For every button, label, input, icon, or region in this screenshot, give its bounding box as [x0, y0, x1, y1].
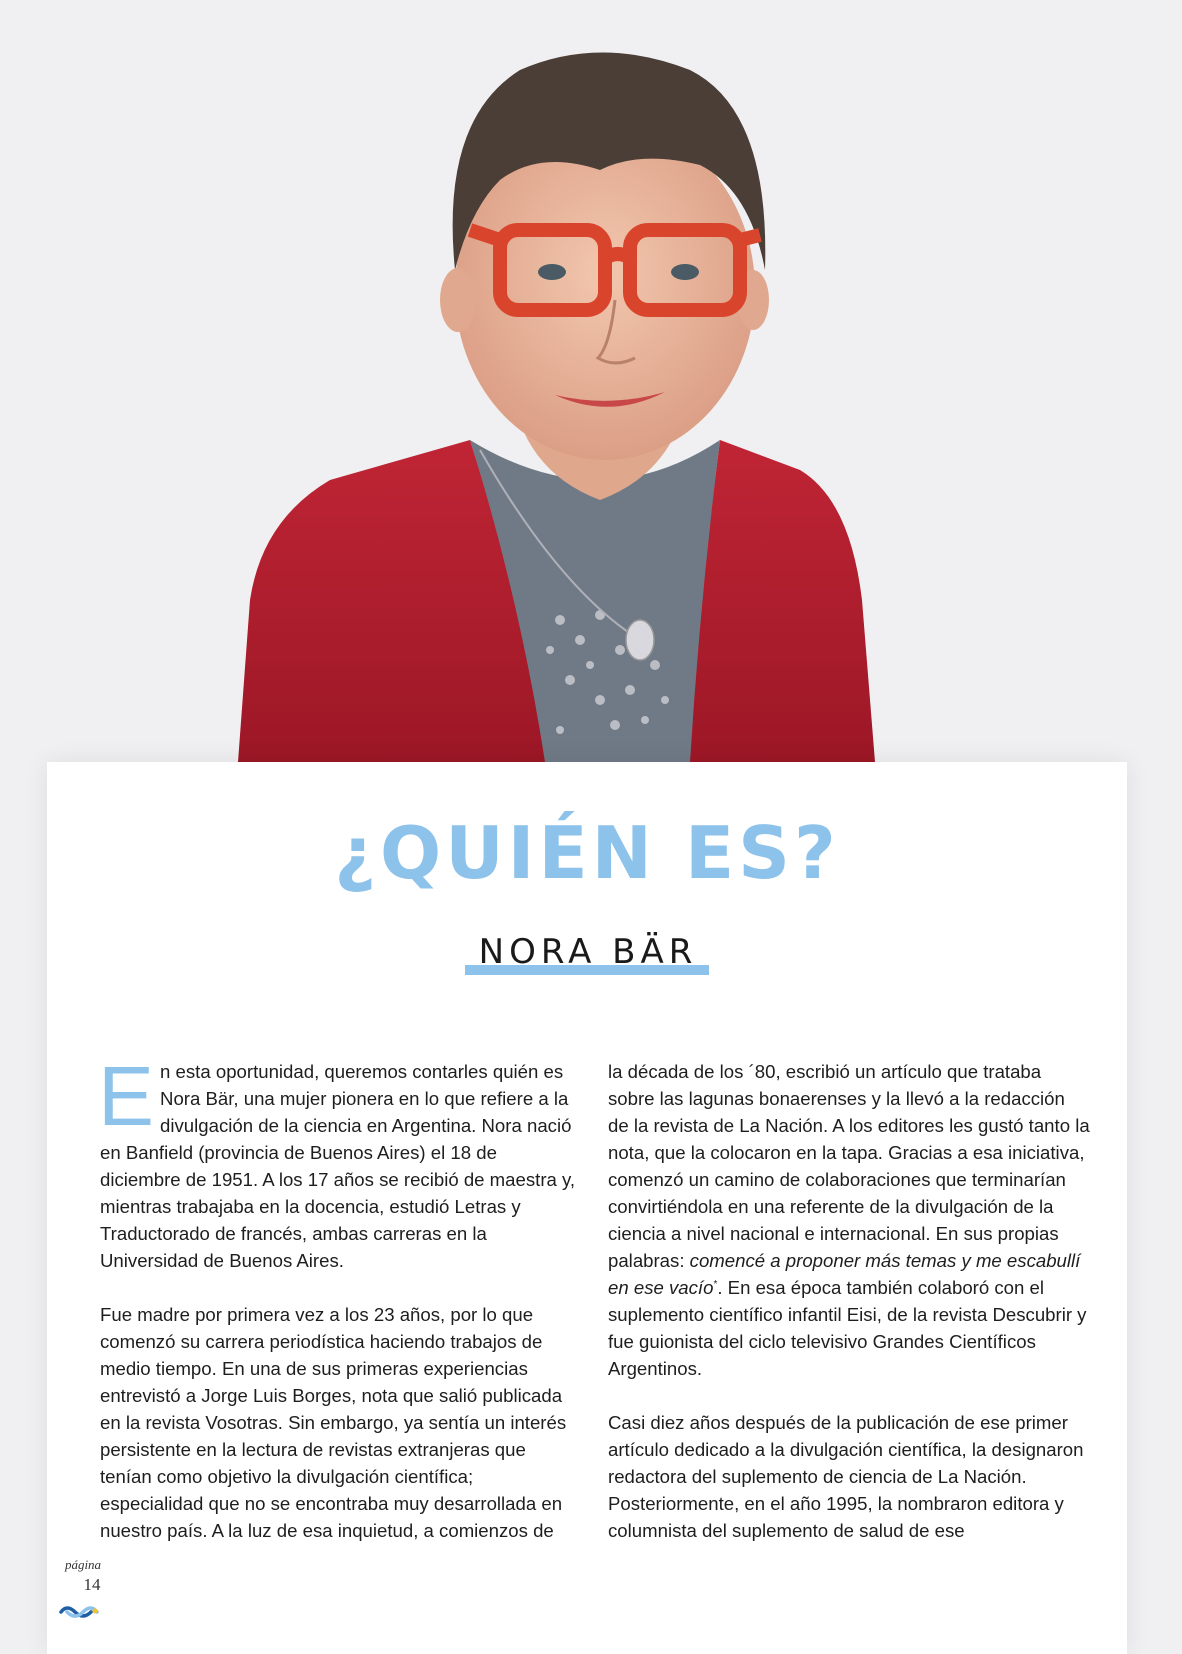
right-paragraph-2: Casi diez años después de la publicación de ese primer artículo dedicado a la divulgación científica, la designaron redactora del suplemento de ciencia de La Nación. Posteriormente, en el año 1995, la nombraron editora y columnista del suplemento de salud de ese	[608, 1412, 1084, 1541]
right-column	[608, 1058, 1090, 1544]
subject-name	[465, 934, 710, 971]
portrait-illustration	[0, 0, 1182, 762]
left-paragraph-1	[98, 1049, 580, 1274]
left-paragraph-2: Fue madre por primera vez a los 23 años, por lo que comenzó su carrera periodística haciendo trabajos de medio tiempo. En una de sus primeras experiencias entrevistó a Jorge Luis Borges, nota que salió publicada en la revista Vosotras. Sin embargo, ya sentía un interés persistente en la lectura de revistas extranjeras que tenían como objetivo la divulgación científica; especialidad que no se encontraba muy desarrollada en nuestro país. A la luz de esa inquietud, a comienzos de	[100, 1304, 567, 1541]
article-card	[47, 762, 1127, 1654]
drop-cap: E	[98, 1049, 155, 1143]
page-number-block	[58, 1557, 108, 1595]
page-label: página	[64, 1557, 102, 1572]
footnote-marker: *	[713, 1278, 718, 1290]
left-column	[98, 1049, 580, 1544]
portrait-photo	[0, 0, 1182, 762]
page-number: 14	[83, 1575, 101, 1594]
right-paragraph-1-end: . En esa época también colaboró con el suplemento científico infantil Eisi, de la revista Descubrir y fue guionista del ciclo televisivo Grandes Científicos Argentinos.	[608, 1277, 1087, 1379]
right-paragraph-1	[608, 1058, 1090, 1382]
infinity-logo-icon	[57, 1603, 101, 1626]
subject-name-wrapper	[47, 934, 1127, 971]
quote: comencé a proponer más temas y me escabullí en ese vacío	[608, 1250, 1081, 1298]
right-paragraph-1-start: la década de los ´80, escribió un artículo que trataba sobre las lagunas bonaerenses y la llevó a la redacción de la revista de La Nación. A los editores les gustó tanto la nota, que la colocaron en la tapa. Gracias a esa iniciativa, comenzó un camino de colaboraciones que terminarían convirtiéndola en una referente de la divulgación de la ciencia a nivel nacional e internacional. En sus propias palabras:	[608, 1061, 1090, 1271]
article-heading: ¿QUIÉN ES?	[334, 811, 840, 895]
left-paragraph-1-text: n esta oportunidad, queremos contarles quién es Nora Bär, una mujer pionera en lo que refiere a la divulgación de la ciencia en Argentina. Nora nació en Banfield (provincia de Buenos Aires) el 18 de diciembre de 1951. A los 17 años se recibió de maestra y, mientras trabajaba en la docencia, estudió Letras y Traductorado de francés, ambas carreras en la Universidad de Buenos Aires.	[100, 1061, 576, 1271]
subject-name-text: NORA BÄR	[478, 932, 698, 972]
